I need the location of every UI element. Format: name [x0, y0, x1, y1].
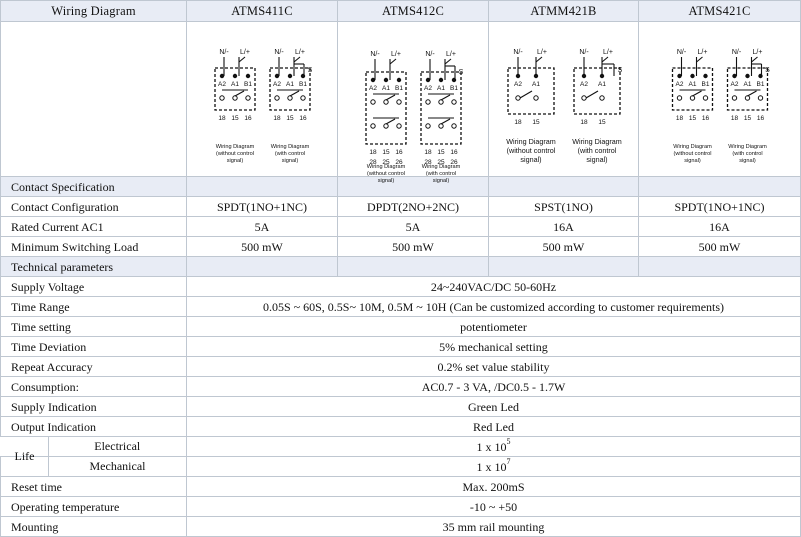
wiring-diagram-atms411c	[187, 22, 338, 176]
contact-blade	[290, 91, 299, 96]
terminal	[220, 74, 224, 78]
terminal-label: A2	[730, 81, 739, 88]
contact-label: 16	[395, 149, 403, 156]
terminal-label: B1	[244, 81, 252, 88]
supply-label-n: N/-	[274, 49, 284, 56]
supply-label-n: N/-	[513, 49, 523, 56]
contact-terminal	[301, 96, 305, 100]
contact-label: 25	[382, 159, 390, 166]
supply-switch	[390, 59, 396, 64]
contact-label: 15	[286, 115, 294, 122]
contact-terminal	[397, 100, 401, 104]
cell-value: SPDT(1NO+1NC)	[187, 197, 338, 217]
terminal	[426, 78, 430, 82]
row-label: Contact Configuration	[1, 197, 187, 217]
control-label-s: S	[617, 67, 623, 74]
contact-label: 15	[382, 149, 390, 156]
diagram-caption: signal)	[281, 158, 299, 164]
contact-terminal	[600, 96, 604, 100]
cell-value: 1 x $10^5$	[187, 437, 801, 457]
contact-terminal	[384, 100, 388, 104]
terminal-label: A2	[369, 85, 377, 92]
cell-value: 16A	[639, 217, 801, 237]
cell-value: 500 mW	[187, 237, 338, 257]
terminal-label: A2	[514, 81, 522, 88]
wiring-diagram-atmm421b	[489, 22, 639, 176]
contact-terminal	[732, 96, 736, 100]
terminal-label: B1	[756, 81, 765, 88]
diagram-cell-atms411c	[187, 22, 338, 177]
terminal	[439, 78, 443, 82]
wiring-diagram-atms412c	[338, 22, 489, 184]
cell-value: 5A	[187, 217, 338, 237]
supply-label-l: L/+	[697, 49, 708, 56]
contact-label: 18	[218, 115, 226, 122]
row-time-range	[1, 297, 801, 317]
terminal	[384, 78, 388, 82]
contact-terminal	[426, 100, 430, 104]
contact-terminal	[745, 96, 749, 100]
supply-switch	[294, 57, 300, 62]
terminal-label: A2	[424, 85, 432, 92]
row-label: Mounting	[1, 517, 187, 537]
terminal	[600, 74, 604, 78]
row-supply-voltage	[1, 277, 801, 297]
section-title: Technical parameters	[1, 257, 187, 277]
contact-terminal	[534, 96, 538, 100]
contact-label: 18	[424, 149, 432, 156]
terminal	[758, 74, 762, 78]
cell-value: SPST(1NO)	[489, 197, 639, 217]
row-output-indication	[1, 417, 801, 437]
header-model-atms411c: ATMS411C	[187, 1, 338, 22]
terminal	[582, 74, 586, 78]
contact-terminal	[516, 96, 520, 100]
row-label: Rated Current AC1	[1, 217, 187, 237]
row-label: Reset time	[1, 477, 187, 497]
supply-label-n: N/-	[731, 49, 742, 56]
row-min-switching-load	[1, 237, 801, 257]
control-label-s: S	[765, 67, 770, 74]
terminal-label: A1	[286, 81, 294, 88]
contact-terminal	[233, 96, 237, 100]
contact-blade	[586, 91, 598, 98]
terminal-label: A2	[580, 81, 588, 88]
terminal-label: A2	[273, 81, 281, 88]
supply-switch	[445, 59, 451, 64]
diagram-cell-atms412c	[338, 22, 489, 184]
row-label: Consumption:	[1, 377, 187, 397]
contact-terminal	[452, 124, 456, 128]
cell-value: Red Led	[187, 417, 801, 437]
cell-value: SPDT(1NO+1NC)	[639, 197, 801, 217]
supply-label-l: L/+	[603, 49, 613, 56]
row-label: Minimum Switching Load	[1, 237, 187, 257]
contact-label: 18	[514, 119, 522, 126]
contact-label: 28	[369, 159, 377, 166]
contact-blade	[441, 95, 450, 100]
cell-value: potentiometer	[187, 317, 801, 337]
section-contact-specification	[1, 177, 801, 197]
contact-label: 16	[299, 115, 307, 122]
diagram-caption: Wiring Diagram	[572, 137, 622, 146]
header-row	[1, 1, 801, 22]
terminal-label: A1	[437, 85, 445, 92]
contact-label: 26	[450, 159, 458, 166]
diagram-caption: signal)	[432, 178, 450, 184]
row-label: Supply Voltage	[1, 277, 187, 297]
terminal-label: A2	[675, 81, 684, 88]
cell-value: DPDT(2NO+2NC)	[338, 197, 489, 217]
contact-blade	[520, 91, 532, 98]
diagram-caption: signal)	[684, 158, 701, 164]
contact-label: 16	[701, 115, 710, 122]
contact-terminal	[677, 96, 681, 100]
contact-label: 15	[688, 115, 697, 122]
supply-switch	[239, 57, 245, 62]
cell-value: 16A	[489, 217, 639, 237]
row-mounting	[1, 517, 801, 537]
diagram-caption: (with control	[732, 151, 763, 157]
contact-terminal	[452, 100, 456, 104]
diagram-row-label	[1, 22, 187, 177]
contact-label: 15	[231, 115, 239, 122]
diagram-cell-atmm421b	[489, 22, 639, 177]
diagram-caption: (without control	[506, 146, 556, 155]
row-repeat-accuracy	[1, 357, 801, 377]
cell-value: 1 x $10^7$	[187, 457, 801, 477]
cell-value: 500 mW	[338, 237, 489, 257]
contact-label: 26	[395, 159, 403, 166]
contact-label: 16	[450, 149, 458, 156]
relay-housing	[366, 72, 406, 144]
life-label: Life	[14, 449, 35, 463]
terminal	[677, 74, 681, 78]
terminal-label: B1	[395, 85, 403, 92]
cell-value: 35 mm rail mounting	[187, 517, 801, 537]
contact-blade	[386, 95, 395, 100]
terminal	[534, 74, 538, 78]
terminal	[397, 78, 401, 82]
diagram-caption: signal)	[586, 155, 608, 164]
terminal	[690, 74, 694, 78]
diagram-caption: Wiring Diagram	[215, 144, 255, 150]
terminal-label: A2	[218, 81, 226, 88]
terminal	[745, 74, 749, 78]
supply-label-l: L/+	[391, 51, 401, 58]
cell-value: 500 mW	[639, 237, 801, 257]
diagram-cell-atms421c	[639, 22, 801, 177]
row-time-setting	[1, 317, 801, 337]
cell-value: 24~240VAC/DC 50-60Hz	[187, 277, 801, 297]
diagram-caption: Wiring Diagram	[728, 144, 767, 150]
supply-switch	[752, 57, 758, 62]
contact-label: 18	[730, 115, 739, 122]
row-label: Operating temperature	[1, 497, 187, 517]
cell-value: Green Led	[187, 397, 801, 417]
control-label-s: S	[458, 69, 464, 76]
supply-label-n: N/-	[370, 51, 380, 58]
row-operating-temperature	[1, 497, 801, 517]
wiring-diagram-atms421c	[639, 22, 801, 176]
contact-blade	[441, 119, 450, 124]
terminal-label: A1	[598, 81, 606, 88]
cell-value: -10 ~ +50	[187, 497, 801, 517]
terminal-label: B1	[450, 85, 458, 92]
header-model-atms421c: ATMS421C	[639, 1, 801, 22]
row-life-mechanical	[1, 457, 801, 477]
row-label: Supply Indication	[1, 397, 187, 417]
row-supply-indication	[1, 397, 801, 417]
row-time-deviation	[1, 337, 801, 357]
diagram-caption: Wiring Diagram	[673, 144, 712, 150]
terminal-label: A1	[231, 81, 239, 88]
cell-value: AC0.7 - 3 VA, /DC0.5 - 1.7W	[187, 377, 801, 397]
terminal-label: A1	[688, 81, 697, 88]
contact-terminal	[288, 96, 292, 100]
diagram-caption: (without control	[216, 151, 254, 157]
contact-label: 25	[437, 159, 445, 166]
supply-label-n: N/-	[676, 49, 687, 56]
terminal	[703, 74, 707, 78]
terminal	[288, 74, 292, 78]
contact-terminal	[690, 96, 694, 100]
supply-switch	[697, 57, 703, 62]
contact-terminal	[384, 124, 388, 128]
row-rated-current	[1, 217, 801, 237]
cell-value: 500 mW	[489, 237, 639, 257]
supply-label-l: L/+	[446, 51, 456, 58]
terminal	[301, 74, 305, 78]
cell-value: 0.2% set value stability	[187, 357, 801, 377]
diagram-caption: (with control	[274, 151, 306, 157]
contact-label: 18	[369, 149, 377, 156]
terminal	[275, 74, 279, 78]
diagram-caption: signal)	[377, 178, 395, 184]
contact-label: 18	[580, 119, 588, 126]
contact-terminal	[275, 96, 279, 100]
diagram-caption: signal)	[739, 158, 756, 164]
row-label: Time Range	[1, 297, 187, 317]
supply-switch	[536, 57, 542, 62]
terminal-label: A1	[532, 81, 540, 88]
life-electrical-label: Electrical	[94, 439, 141, 453]
supply-label-l: L/+	[537, 49, 547, 56]
row-label: Time Deviation	[1, 337, 187, 357]
contact-terminal	[582, 96, 586, 100]
contact-blade	[235, 91, 244, 96]
contact-label: 16	[756, 115, 765, 122]
contact-terminal	[758, 96, 762, 100]
contact-terminal	[439, 124, 443, 128]
life-mechanical-label: Mechanical	[89, 459, 146, 473]
control-label-s: S	[307, 67, 313, 74]
contact-terminal	[439, 100, 443, 104]
diagram-caption: signal)	[226, 158, 244, 164]
contact-terminal	[397, 124, 401, 128]
diagram-caption: signal)	[520, 155, 542, 164]
row-consumption	[1, 377, 801, 397]
diagram-caption: Wiring Diagram	[270, 144, 310, 150]
contact-terminal	[246, 96, 250, 100]
relay-housing	[421, 72, 461, 144]
terminal	[452, 78, 456, 82]
cell-value: 0.05S ~ 60S, 0.5S~ 10M, 0.5M ~ 10H (Can be customized according to customer requirements)	[187, 297, 801, 317]
row-label: Output Indication	[1, 417, 187, 437]
cell-value: 5% mechanical setting	[187, 337, 801, 357]
supply-label-n: N/-	[579, 49, 589, 56]
diagram-caption: Wiring Diagram	[421, 164, 461, 170]
terminal-label: A1	[743, 81, 752, 88]
contact-blade	[386, 119, 395, 124]
row-reset-time	[1, 477, 801, 497]
header-model-atmm421b: ATMM421B	[489, 1, 639, 22]
contact-label: 16	[244, 115, 252, 122]
row-label: Time setting	[1, 317, 187, 337]
row-label: Repeat Accuracy	[1, 357, 187, 377]
supply-switch	[602, 57, 608, 62]
cell-value: Max. 200mS	[187, 477, 801, 497]
terminal	[732, 74, 736, 78]
contact-label: 18	[273, 115, 281, 122]
contact-terminal	[220, 96, 224, 100]
contact-blade	[748, 91, 757, 96]
terminal	[516, 74, 520, 78]
contact-terminal	[426, 124, 430, 128]
terminal	[246, 74, 250, 78]
header-wiring-diagram: Wiring Diagram	[1, 1, 187, 22]
diagram-caption: (without control	[673, 151, 712, 157]
diagram-caption: (with control	[577, 146, 617, 155]
section-title: Contact Specification	[1, 177, 187, 197]
contact-terminal	[371, 100, 375, 104]
terminal	[233, 74, 237, 78]
supply-label-n: N/-	[425, 51, 435, 58]
terminal	[371, 78, 375, 82]
supply-label-l: L/+	[752, 49, 763, 56]
diagram-row	[1, 22, 801, 177]
diagram-caption: (with control	[425, 171, 457, 177]
terminal-label: B1	[701, 81, 710, 88]
contact-terminal	[703, 96, 707, 100]
contact-label: 28	[424, 159, 432, 166]
supply-label-l: L/+	[295, 49, 305, 56]
diagram-caption: Wiring Diagram	[366, 164, 406, 170]
terminal-label: A1	[382, 85, 390, 92]
header-model-atms412c: ATMS412C	[338, 1, 489, 22]
contact-label: 15	[743, 115, 752, 122]
section-technical-parameters	[1, 257, 801, 277]
contact-terminal	[371, 124, 375, 128]
diagram-caption: (without control	[367, 171, 405, 177]
row-life-electrical	[1, 437, 801, 457]
contact-label: 15	[598, 119, 606, 126]
contact-label: 15	[437, 149, 445, 156]
contact-label: 15	[532, 119, 540, 126]
terminal-label: B1	[299, 81, 307, 88]
contact-blade	[693, 91, 702, 96]
contact-label: 18	[675, 115, 684, 122]
supply-label-n: N/-	[219, 49, 229, 56]
diagram-caption: Wiring Diagram	[506, 137, 556, 146]
row-contact-configuration	[1, 197, 801, 217]
supply-label-l: L/+	[240, 49, 250, 56]
cell-value: 5A	[338, 217, 489, 237]
